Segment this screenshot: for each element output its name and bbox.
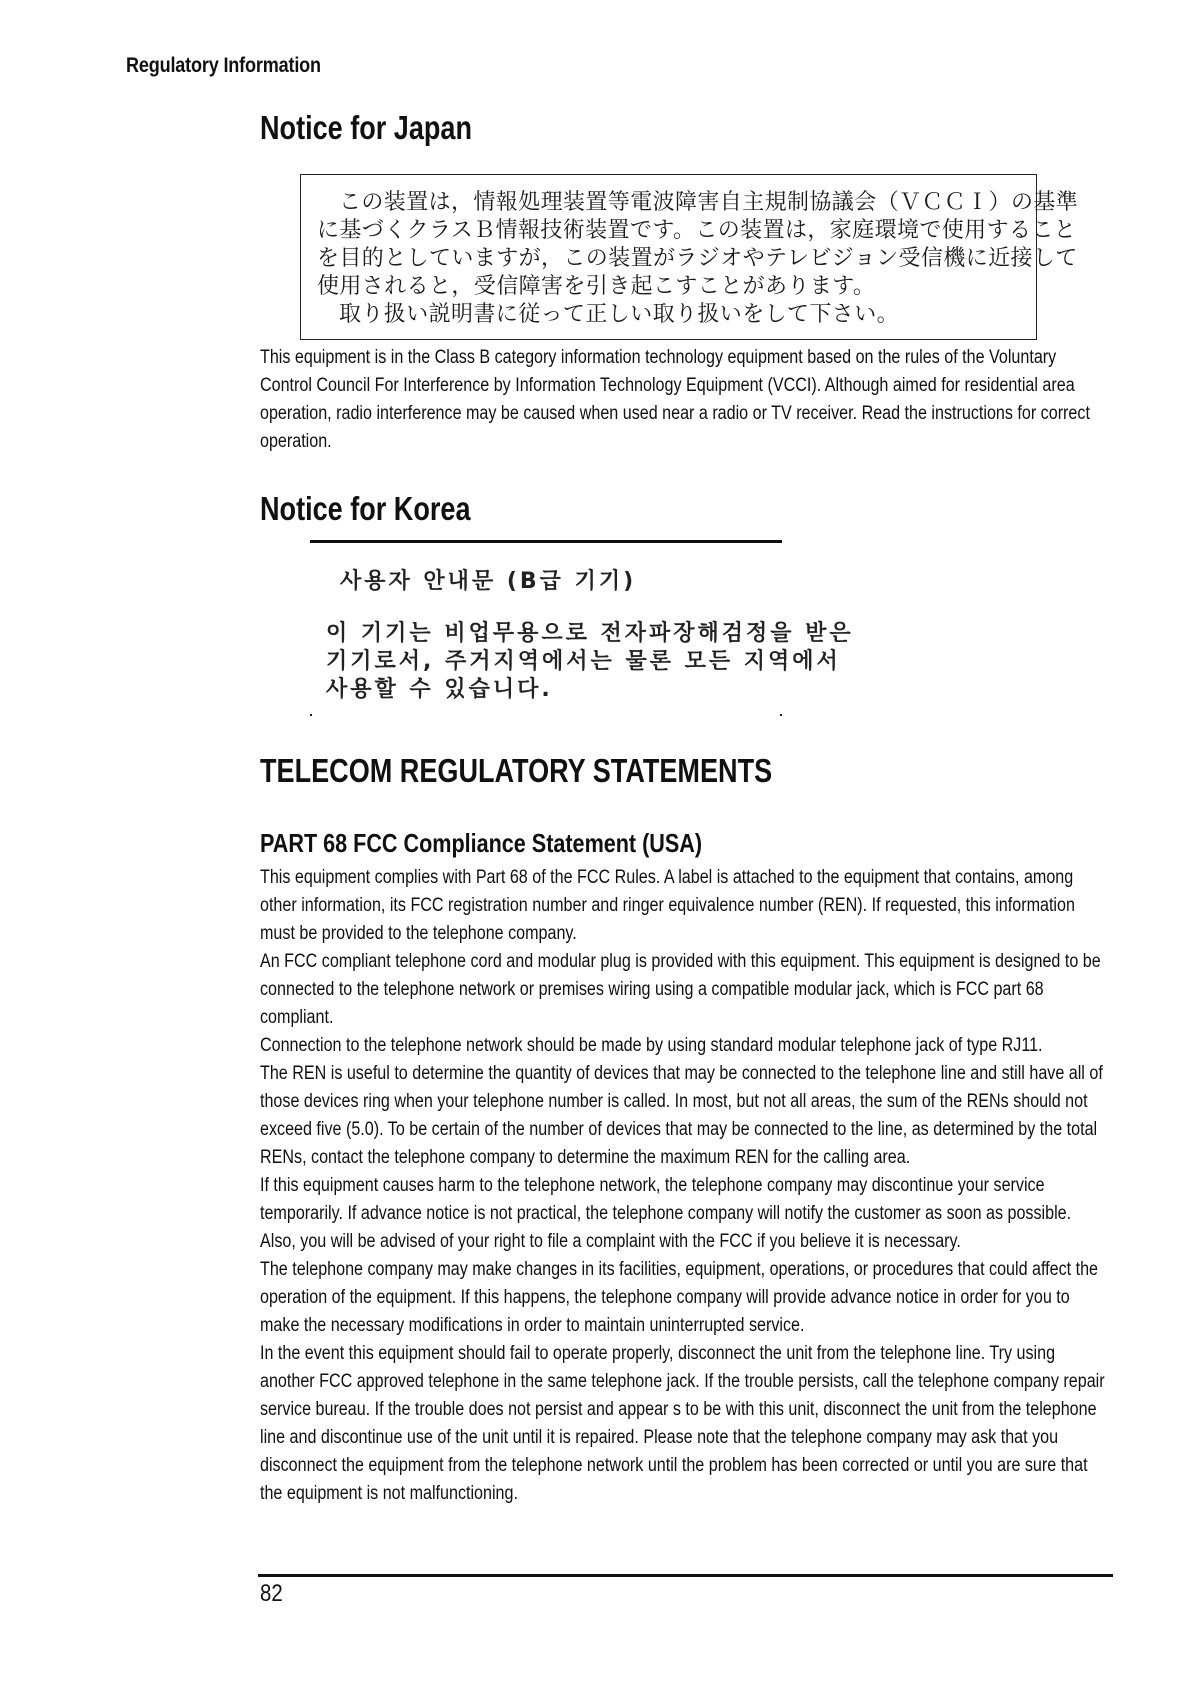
- vcci-line: 使用されると，受信障害を引き起こすことがあります。: [317, 274, 876, 299]
- part68-paragraph: This equipment complies with Part 68 of the FCC Rules. A label is attached to the equipment that contains, among other information, its FCC registration number and ringer equivalence number (REN). If requested, this information must be provided to the telephone company.: [260, 867, 1075, 944]
- korea-top-rule: [310, 540, 782, 543]
- japan-body-text: This equipment is in the Class B category information technology equipment based on the rules of the Voluntary Control Council For Interference by Information Technology Equipment (VCCI). Although aimed for residential area operation, radio interference may be caused when used near a radio or TV receiver. Read the instructions for correct operation.: [260, 347, 1090, 452]
- part68-paragraph: The REN is useful to determine the quantity of devices that may be connected to the telephone line and still have all of those devices ring when your telephone number is called. In most, but not all areas, the sum of the RENs should not exceed five (5.0). To be certain of the number of devices that may be connected to the line, as determined by the total RENs, contact the telephone company to determine the maximum REN for the calling area.: [260, 1063, 1103, 1168]
- footer-rule: [258, 1574, 1113, 1577]
- vcci-line: に基づくクラスＢ情報技術装置です。この装置は，家庭環境で使用すること: [317, 218, 1077, 243]
- part68-paragraph: The telephone company may make changes in its facilities, equipment, operations, or procedures that could affect the operation of the equipment. If this happens, the telephone company will provide advance notice in order for you to make the necessary modifications in order to maintain uninterrupted service.: [260, 1259, 1099, 1336]
- part68-paragraph: In the event this equipment should fail to operate properly, disconnect the unit from the telephone line. Try using another FCC approved telephone in the same telephone jack. If the trouble persists, call the telephone company repair service bureau. If the trouble does not persist and appear s to be with this unit, disconnect the unit from the telephone line and discontinue use of the unit until it is repaired. Please note that the telephone company may ask that you disconnect the equipment from the telephone network until the problem has been corrected or until you are sure that the equipment is not malfunctioning.: [260, 1343, 1105, 1504]
- japan-heading: Notice for Japan: [260, 109, 473, 146]
- running-header: Regulatory Information: [126, 54, 321, 77]
- vcci-line: を目的としていますが，この装置がラジオやテレビジョン受信機に近接して: [317, 246, 1078, 271]
- page-number: 82: [260, 1580, 283, 1607]
- telecom-heading: TELECOM REGULATORY STATEMENTS: [260, 752, 773, 789]
- part68-paragraph: If this equipment causes harm to the telephone network, the telephone company may discontinue your service temporarily. If advance notice is not practical, the telephone company will notify the customer as soon as possible. Also, you will be advised of your right to file a complaint with the FCC if you believe it is necessary.: [260, 1175, 1072, 1252]
- korea-heading: Notice for Korea: [260, 490, 471, 527]
- korea-corner-mark: [780, 714, 782, 716]
- korea-corner-mark: [310, 714, 312, 716]
- part68-paragraph: Connection to the telephone network should be made by using standard modular telephone jack of type RJ11.: [260, 1035, 1043, 1056]
- vcci-line: この装置は，情報処理装置等電波障害自主規制協議会（ＶＣＣＩ）の基準: [339, 190, 1079, 215]
- korea-notice-title: 사용자 안내문 (B급 기기): [340, 569, 637, 594]
- part68-paragraph: An FCC compliant telephone cord and modular plug is provided with this equipment. This equipment is designed to be connected to the telephone network or premises wiring using a compatible modular jack, which is FCC part 68 compliant.: [260, 951, 1101, 1028]
- korea-notice-line: 이 기기는 비업무용으로 전자파장해검정을 받은: [326, 621, 854, 646]
- korea-notice-box: [310, 540, 854, 716]
- vcci-notice-box: [300, 174, 1079, 340]
- korea-notice-line: 사용할 수 있습니다.: [326, 677, 553, 702]
- vcci-line: 取り扱い説明書に従って正しい取り扱いをして下さい。: [339, 302, 900, 327]
- korea-notice-line: 기기로서, 주거지역에서는 물론 모든 지역에서: [326, 649, 841, 674]
- part68-heading: PART 68 FCC Compliance Statement (USA): [260, 828, 703, 858]
